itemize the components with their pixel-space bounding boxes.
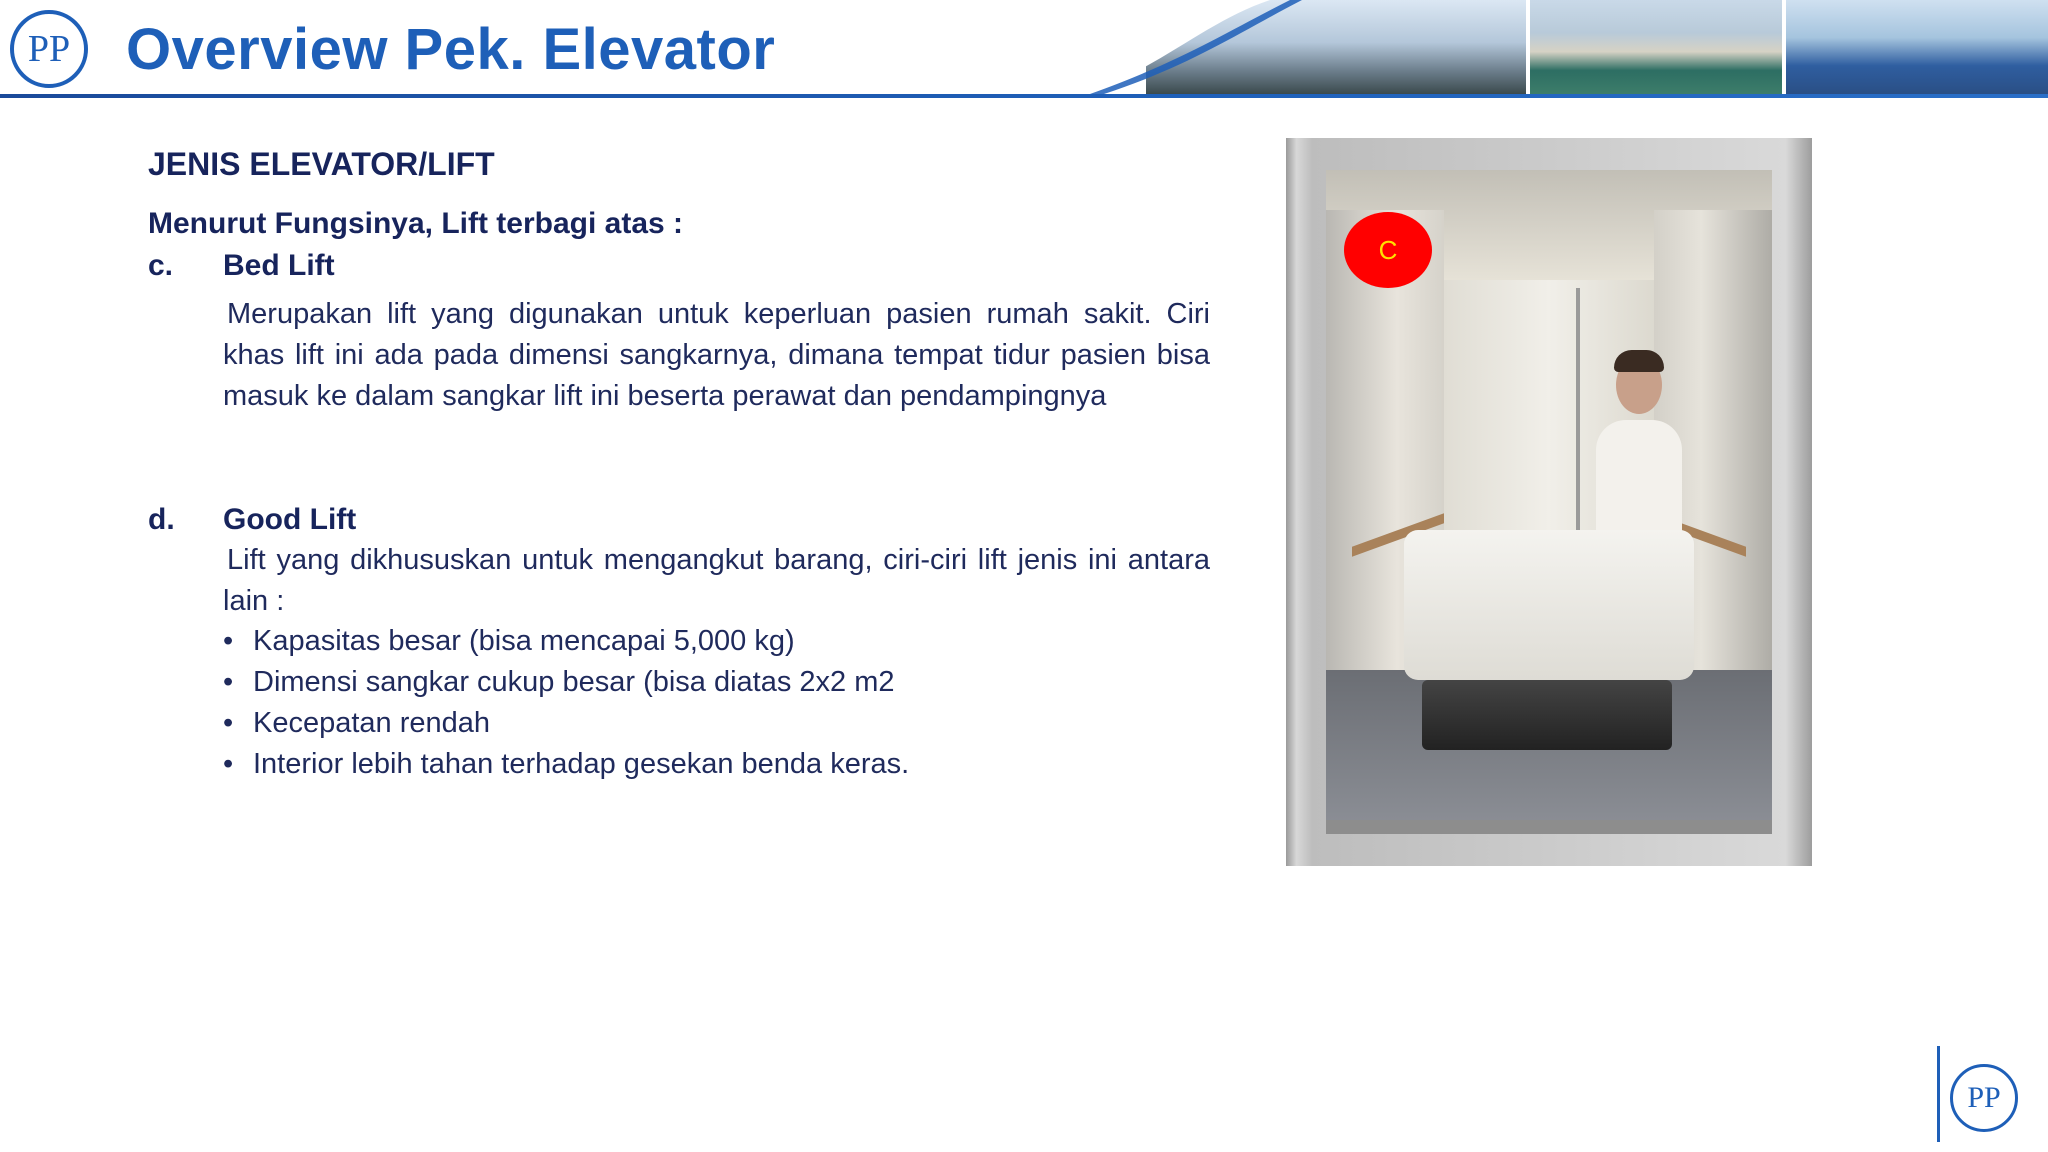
item-marker-d: d. xyxy=(148,503,175,536)
pp-logo-text: PP xyxy=(27,28,71,70)
good-lift-bullet-list xyxy=(223,621,1210,785)
footer-pp-logo xyxy=(1950,1064,2018,1132)
hospital-bed xyxy=(1404,530,1694,680)
header-banner-photos xyxy=(1090,0,2048,94)
item-paragraph-good-lift: Lift yang dikhususkan untuk mengangkut barang, ciri-ciri lift jenis ini antara lain : xyxy=(223,544,1210,617)
list-item: • Dimensi sangkar cukup besar (bisa diatas 2x2 m2 xyxy=(223,662,1210,703)
header-underline xyxy=(0,94,2048,98)
item-marker-c: c. xyxy=(148,249,174,282)
slide-header xyxy=(0,0,2048,100)
photo-label-badge xyxy=(1344,212,1432,288)
pp-logo xyxy=(10,10,88,88)
photo-label-text: C xyxy=(1378,234,1398,265)
door-track xyxy=(1326,820,1772,834)
banner-swoosh-mask xyxy=(1090,0,2048,94)
list-item: • Kecepatan rendah xyxy=(223,703,1210,744)
section-heading: JENIS ELEVATOR/LIFT xyxy=(148,146,495,182)
item-title-good-lift: Good Lift xyxy=(223,503,357,536)
item-title-bed-lift: Bed Lift xyxy=(223,249,335,282)
list-item: • Interior lebih tahan terhadap gesekan benda keras. xyxy=(223,744,1210,785)
footer-logo-text: PP xyxy=(1967,1081,2001,1114)
section-subheading: Menurut Fungsinya, Lift terbagi atas : xyxy=(148,207,684,240)
nurse-hair xyxy=(1614,350,1664,372)
list-item: • Kapasitas besar (bisa mencapai 5,000 kg) xyxy=(223,621,1210,662)
footer-divider xyxy=(1937,1046,1940,1142)
item-paragraph-bed-lift: Merupakan lift yang digunakan untuk keperluan pasien rumah sakit. Ciri khas lift ini ada pada dimensi sangkarnya, dimana tempat tidur pasien bisa masuk ke dalam sangkar lift ini beserta perawat dan pendampingnya xyxy=(223,298,1210,412)
slide-title: Overview Pek. Elevator xyxy=(126,17,776,82)
hospital-bed-base xyxy=(1422,680,1672,750)
